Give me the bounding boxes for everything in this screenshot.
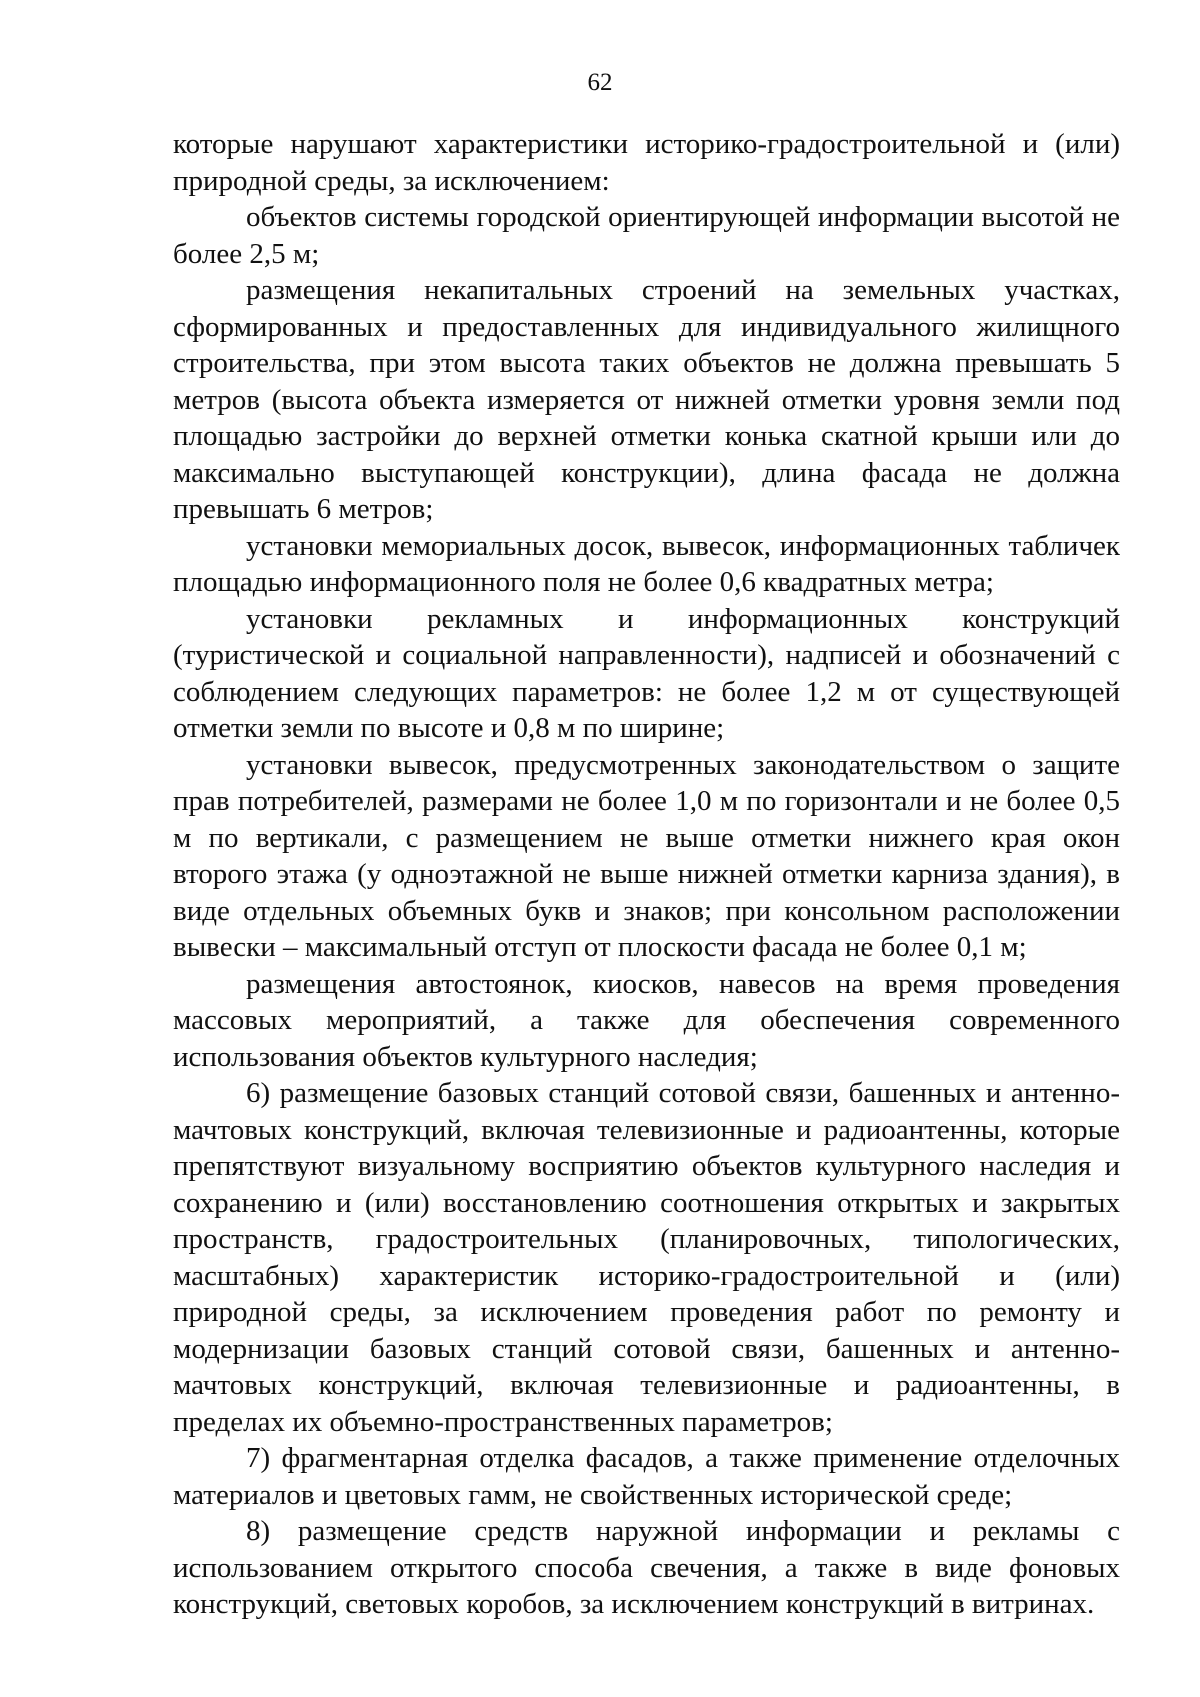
paragraph-continuation: которые нарушают характеристики историко-градостроительной и (или) природной среды, за исключением:	[173, 128, 1120, 197]
paragraph-item-8: 8) размещение средств наружной информации и рекламы с использованием открытого способа свечения, а также в виде фоновых конструкций, световых коробов, за исключением конструкций в витринах.	[173, 1515, 1120, 1620]
paragraph-item-6: 6) размещение базовых станций сотовой связи, башенных и антенно-мачтовых конструкций, включая телевизионные и радиоантенны, которые препятствуют визуальному восприятию объектов культурного наследия и сохранению и (или) восстановлению соотношения открытых и закрытых пространств, градостроительных (планировочных, типологических, масштабных) характеристик историко-градостроительной и (или) природной среды, за исключением проведения работ по ремонту и модернизации базовых станций сотовой связи, башенных и антенно-мачтовых конструкций, включая телевизионные и радиоантенны, в пределах их объемно-пространственных параметров;	[173, 1077, 1120, 1438]
paragraph-advertising-structures: установки рекламных и информационных конструкций (туристической и социальной направленности), надписей и обозначений с соблюдением следующих параметров: не более 1,2 м от существующей отметки земли по высоте и 0,8 м по ширине;	[173, 602, 1120, 744]
paragraph-city-signage: объектов системы городской ориентирующей информации высотой не более 2,5 м;	[173, 201, 1120, 270]
page-number: 62	[587, 69, 613, 96]
paragraph-item-7: 7) фрагментарная отделка фасадов, а также применение отделочных материалов и цветовых гамм, не свойственных исторической среде;	[173, 1442, 1120, 1511]
paragraph-consumer-signs: установки вывесок, предусмотренных законодательством о защите прав потребителей, размерами не более 1,0 м по горизонтали и не более 0,5 м по вертикали, с размещением не выше отметки нижнего края окон второго этажа (у одноэтажной не выше нижней отметки карниза здания), в виде отдельных объемных букв и знаков; при консольном расположении вывески – максимальный отступ от плоскости фасада не более 0,1 м;	[173, 748, 1120, 963]
document-body	[173, 126, 1120, 1623]
paragraph-memorial-plaques: установки мемориальных досок, вывесок, информационных табличек площадью информационного поля не более 0,6 квадратных метра;	[173, 529, 1120, 598]
paragraph-parking-kiosks: размещения автостоянок, киосков, навесов на время проведения массовых мероприятий, а также для обеспечения современного использования объектов культурного наследия;	[173, 967, 1120, 1073]
paragraph-temporary-structures: размещения некапитальных строений на земельных участках, сформированных и предоставленных для индивидуального жилищного строительства, при этом высота таких объектов не должна превышать 5 метров (высота объекта измеряется от нижней отметки уровня земли под площадью застройки до верхней отметки конька скатной крыши или до максимально выступающей конструкции), длина фасада не должна превышать 6 метров;	[173, 274, 1120, 525]
